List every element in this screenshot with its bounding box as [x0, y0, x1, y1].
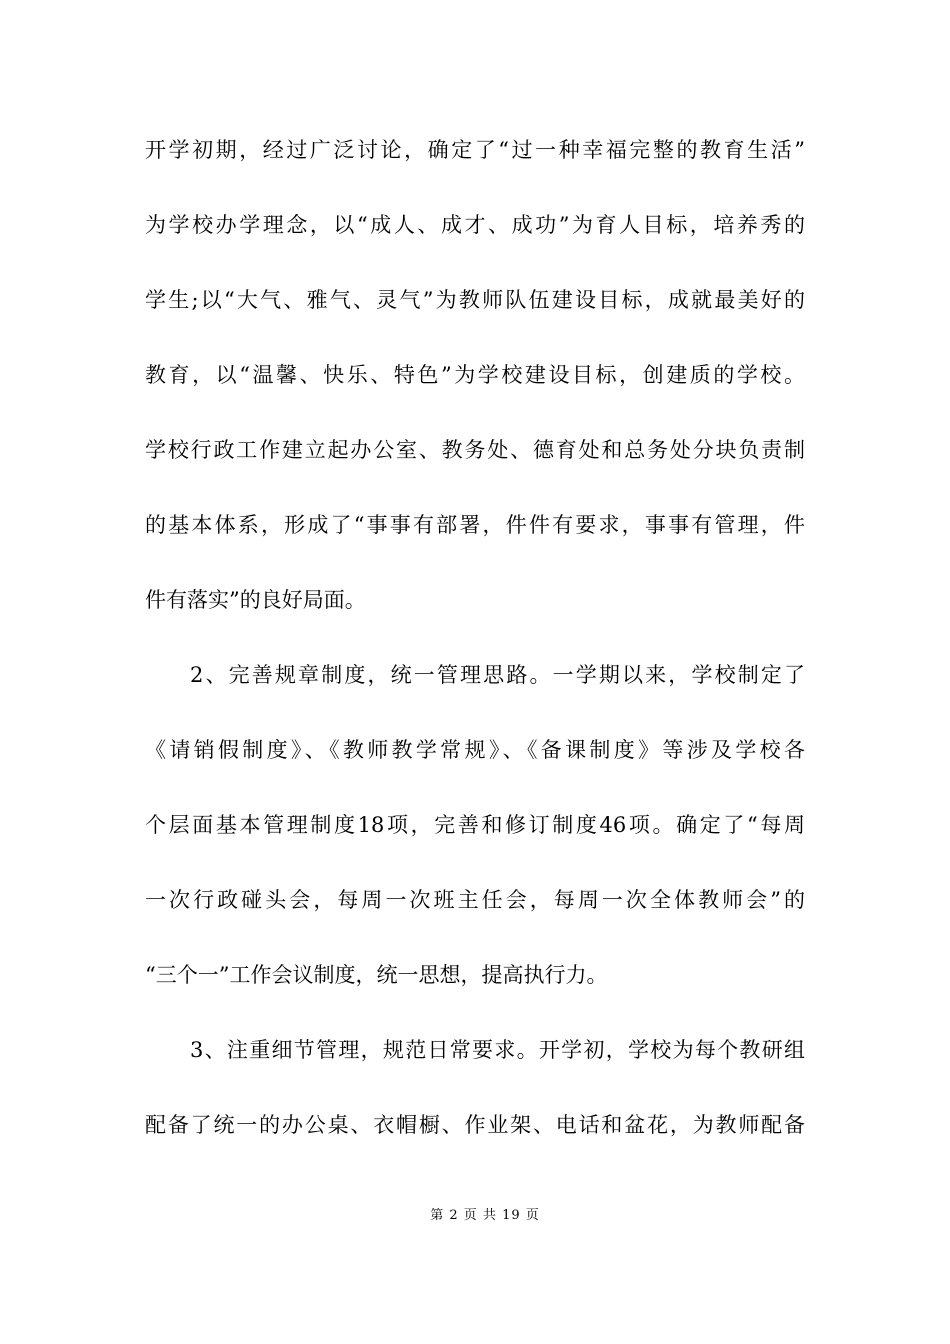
paragraph-line: 一次行政碰头会，每周一次班主任会，每周一次全体教师会”的: [145, 888, 805, 912]
footer-suffix: 页: [525, 1208, 540, 1223]
paragraph-line: 开学初期，经过广泛讨论，确定了“过一种幸福完整的教育生活”: [145, 138, 805, 162]
paragraph-line: 配备了统一的办公桌、衣帽橱、作业架、电话和盆花，为教师配备: [145, 1113, 805, 1137]
page-footer: [0, 1207, 950, 1225]
footer-prefix: 第: [430, 1208, 445, 1223]
paragraph-line: 为学校办学理念，以“成人、成才、成功”为育人目标，培养秀的: [145, 213, 805, 237]
paragraph-line: 个层面基本管理制度18项，完善和修订制度46项。确定了“每周: [145, 813, 805, 837]
paragraph-line: “三个一”工作会议制度，统一思想，提高执行力。: [145, 963, 608, 987]
paragraph-line: 件有落实”的良好局面。: [145, 588, 366, 612]
footer-page-number: 2: [449, 1208, 459, 1223]
paragraph-line: 教育，以“温馨、快乐、特色”为学校建设目标，创建质的学校。: [145, 363, 805, 387]
paragraph-line: 的基本体系，形成了“事事有部署，件件有要求，事事有管理，件: [145, 513, 805, 537]
paragraph-line: 学生;以“大气、雅气、灵气”为教师队伍建设目标，成就最美好的: [145, 288, 805, 312]
footer-middle: 页 共: [463, 1208, 497, 1223]
footer-total-pages: 19: [502, 1208, 521, 1223]
paragraph-line: 2、完善规章制度，统一管理思路。一学期以来，学校制定了: [190, 663, 805, 687]
paragraph-line: 学校行政工作建立起办公室、教务处、德育处和总务处分块负责制: [145, 438, 805, 462]
paragraph-line: 3、注重细节管理，规范日常要求。开学初，学校为每个教研组: [190, 1038, 805, 1062]
paragraph-line: 《请销假制度》、《教师教学常规》、《备课制度》等涉及学校各: [145, 738, 805, 762]
